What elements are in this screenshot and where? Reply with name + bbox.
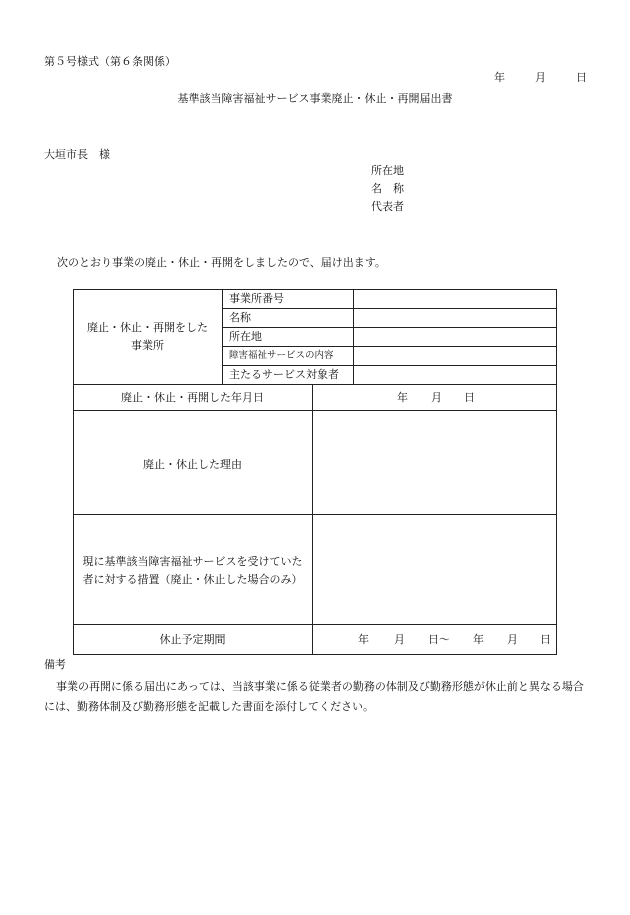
period-to-day: 日 — [540, 633, 551, 646]
service-content-label: 障害福祉サービスの内容 — [229, 350, 334, 361]
office-divider-1 — [222, 289, 223, 384]
remarks-body: 事業の再開に係る届出にあっては、当該事業に係る従業者の勤務の体制及び勤務形態が休止前と異なる場合には、勤務体制及び勤務形態を記載した書面を添付してください。 — [44, 680, 584, 713]
submission-date — [494, 72, 587, 83]
office-group-label-line1: 廃止・休止・再開をした — [87, 321, 208, 334]
applicant-representative-label: 代表者 — [371, 200, 404, 213]
document-title: 基準該当障害福祉サービス事業廃止・休止・再開届出書 — [177, 92, 453, 105]
date-year-label: 年 — [494, 71, 505, 84]
period-from-month: 月 — [394, 633, 405, 646]
office-name-label: 名称 — [229, 311, 251, 324]
form-number: 第５号様式（第６条関係） — [44, 55, 176, 68]
date-month-label: 月 — [535, 71, 546, 84]
row-line-reason — [73, 410, 557, 411]
office-group-label-line2: 事業所 — [131, 339, 164, 352]
reason-label: 廃止・休止した理由 — [143, 458, 242, 471]
main-target-label: 主たるサービス対象者 — [229, 368, 339, 381]
office-divider-2 — [353, 289, 354, 384]
period-to-month: 月 — [507, 633, 518, 646]
applicant-name-label: 名 称 — [371, 182, 404, 195]
row-line-period — [73, 624, 557, 625]
date-row-day: 日 — [464, 391, 475, 404]
table-border-top — [73, 289, 557, 290]
period-from-year: 年 — [358, 633, 369, 646]
date-day-label: 日 — [576, 71, 587, 84]
lower-divider — [312, 384, 313, 654]
table-border-bottom — [73, 654, 557, 655]
date-row-year: 年 — [397, 391, 408, 404]
addressee: 大垣市長 様 — [44, 148, 110, 161]
table-border-right — [556, 289, 557, 655]
period-from-day: 日〜 — [428, 633, 450, 646]
office-row-line-4 — [222, 365, 556, 366]
office-address-label: 所在地 — [229, 330, 262, 343]
applicant-address-label: 所在地 — [371, 164, 404, 177]
period-to-year: 年 — [473, 633, 484, 646]
measures-label-line2: 者に対する措置（廃止・休止した場合のみ） — [82, 573, 303, 586]
intro-text: 次のとおり事業の廃止・休止・再開をしましたので、届け出ます。 — [57, 256, 386, 269]
office-number-label: 事業所番号 — [229, 292, 284, 305]
office-row-line-2 — [222, 327, 556, 328]
period-label: 休止予定期間 — [159, 633, 226, 646]
measures-label-line1: 現に基準該当障害福祉サービスを受けていた — [82, 555, 303, 568]
remarks-title: 備考 — [44, 658, 66, 671]
date-row-label: 廃止・休止・再開した年月日 — [121, 391, 264, 404]
date-row-month: 月 — [431, 391, 442, 404]
office-row-line-3 — [222, 346, 556, 347]
row-line-measures — [73, 514, 557, 515]
row-line-date — [73, 384, 557, 385]
office-row-line-1 — [222, 308, 556, 309]
